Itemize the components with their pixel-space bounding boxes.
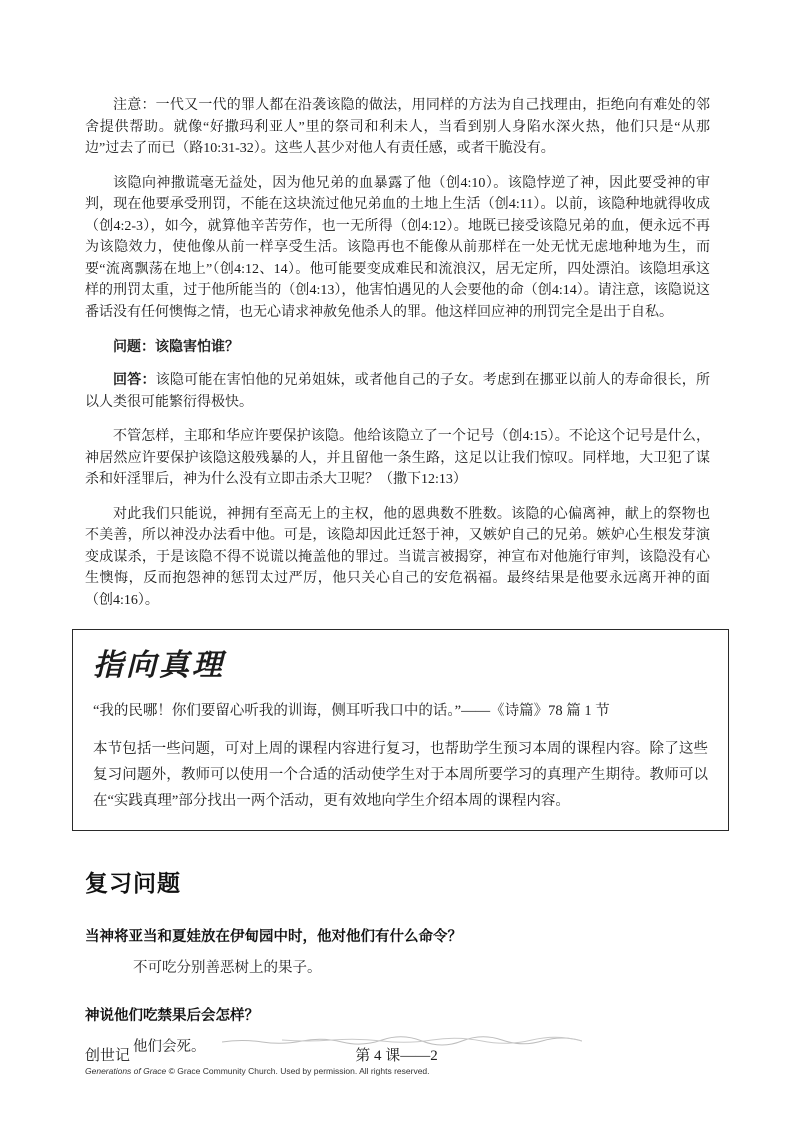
page-content	[85, 95, 710, 1056]
truth-box-body: 本节包括一些问题，可对上周的课程内容进行复习，也帮助学生预习本周的课程内容。除了这些复习问题外，教师可以使用一个合适的活动使学生对于本周所要学习的真理产生期待。教师可以在“实践真理”部分找出一两个活动，更有效地向学生介绍本周的课程内容。	[93, 741, 708, 809]
review-section-heading: 复习问题	[85, 870, 181, 896]
footer-book-title: 创世记	[85, 1048, 131, 1064]
question-text: 该隐害怕谁？	[155, 338, 239, 354]
answer-label: 回答：	[113, 371, 156, 387]
paragraph-note: 注意：一代又一代的罪人都在沿袭该隐的做法，用同样的方法为自己找理由，拒绝向有难处的邻舍提供帮助。就像“好撒玛利亚人”里的祭司和利未人，当看到别人身陷水深火热，他们只是“从那边”过去了而已（路10:31-32）。这些人甚少对他人有责任感，或者干脆没有。	[85, 98, 710, 156]
truth-box-heading: 指向真理	[93, 648, 225, 683]
footer-page-number: 第 4 课——2	[355, 1048, 438, 1064]
review-question-1: 当神将亚当和夏娃放在伊甸园中时，他对他们有什么命令？	[85, 929, 462, 945]
paragraph-cain-judgment: 该隐向神撒谎毫无益处，因为他兄弟的血暴露了他（创4:10）。该隐悖逆了神，因此要受神的审判，现在他要承受刑罚，不能在这块流过他兄弟血的土地上生活（创4:11）。以前，该隐种地就得收成（创4:2-3），如今，就算他辛苦劳作，也一无所得（创4:12）。地既已接受该隐兄弟的血，便永远不再为该隐效力，使他像从前一样享受生活。该隐再也不能像从前那样在一处无忧无虑地种地为生，而要“流离飘荡在地上”（创4:12、14）。他可能要变成难民和流浪汉，居无定所，四处漂泊。该隐坦承这样的刑罚太重，过于他所能当的（创4:13），他害怕遇见的人会要他的命（创4:14）。请注意，该隐说这番话没有任何懊悔之情，也无心请求神赦免他杀人的罪。他这样回应神的刑罚完全是出于自私。	[85, 175, 710, 320]
footer-copyright-rights: © Grace Community Church. Used by permission. All rights reserved.	[166, 1066, 430, 1076]
truth-box	[72, 629, 729, 831]
footer-copyright	[85, 1066, 430, 1076]
review-answer-2: 他们会死。	[133, 1039, 206, 1055]
review-answer-1: 不可吃分别善恶树上的果子。	[133, 960, 322, 976]
footer-copyright-series: Generations of Grace	[85, 1066, 167, 1076]
review-question-2: 神说他们吃禁果后会怎样？	[85, 1008, 259, 1024]
paragraph-sovereignty: 对此我们只能说，神拥有至高无上的主权，他的恩典数不胜数。该隐的心偏离神，献上的祭物也不美善，所以神没办法看中他。可是，该隐却因此迁怒于神，又嫉妒自己的兄弟。嫉妒心生根发芽演变成谋杀，于是该隐不得不说谎以掩盖他的罪过。当谎言被揭穿，神宣布对他施行审判，该隐没有心生懊悔，反而抱怨神的惩罚太过严厉，他只关心自己的安危祸福。最终结果是他要永远离开神的面（创4:16）。	[85, 506, 710, 608]
inline-question-line	[85, 336, 710, 356]
answer-text: 该隐可能在害怕他的兄弟姐妹，或者他自己的子女。考虑到在挪亚以前人的寿命很长，所以人类很可能繁衍得极快。	[85, 373, 711, 410]
question-label: 问题：	[113, 338, 155, 354]
paragraph-mark-of-cain: 不管怎样，主耶和华应许要保护该隐。他给该隐立了一个记号（创4:15）。不论这个记号是什么，神居然应许要保护该隐这般残暴的人，并且留他一条生路，这足以让我们惊叹。同样地，大卫犯了谋杀和奸淫罪后，神为什么没有立即击杀大卫呢？（撒下12:13）	[85, 429, 710, 487]
inline-answer-line	[85, 369, 710, 413]
truth-box-verse: “我的民哪！你们要留心听我的训诲，侧耳听我口中的话。”——《诗篇》78 篇 1 节	[93, 703, 610, 719]
